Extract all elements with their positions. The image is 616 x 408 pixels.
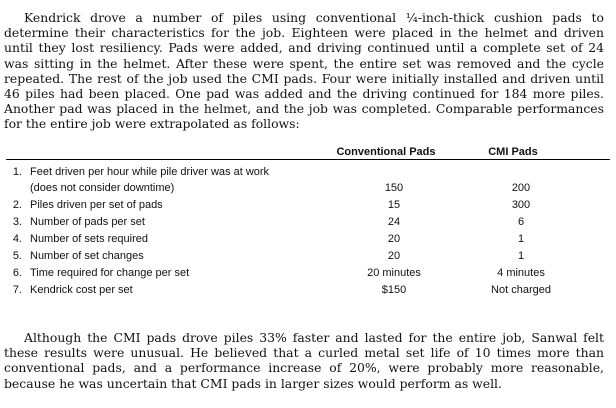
table-row (0, 230, 616, 247)
row-number: 1. (12, 166, 22, 178)
header-conventional-pads: Conventional Pads (336, 146, 436, 158)
closing-paragraph: Although the CMI pads drove piles 33% faster and lasted for the entire job, Sanwal felt these results were unusual. He believed that a curled metal set life of 10 times more than conventional pads, and a performance increase of 20%, were probably more reasonable, because he was uncertain that CMI pads in larger sizes would perform as well. (4, 330, 604, 391)
table-row (0, 281, 616, 298)
row-number: 7. (12, 284, 22, 296)
conventional-value: 150 (384, 182, 404, 194)
cmi-value: 1 (517, 250, 525, 262)
row-label: Kendrick cost per set (30, 284, 133, 296)
conventional-value: 15 (387, 199, 401, 211)
header-rule (6, 159, 610, 160)
row-sublabel-text: (does not consider downtime) (30, 182, 175, 194)
conventional-value: 20 minutes (367, 267, 421, 279)
row-label (22, 164, 330, 196)
row-label: Time required for change per set (30, 267, 190, 279)
row-number: 3. (12, 216, 22, 228)
row-label: Number of set changes (30, 250, 144, 262)
cmi-value: 300 (511, 199, 531, 211)
table-row (0, 264, 616, 281)
row-label: Number of sets required (30, 233, 148, 245)
comparison-table (0, 140, 616, 296)
row-label-text: Feet driven per hour while pile driver was at work (30, 166, 270, 178)
conventional-value: 20 (387, 233, 401, 245)
cmi-value: 200 (511, 182, 531, 194)
table-row (0, 213, 616, 230)
cmi-value: 1 (517, 233, 525, 245)
row-number: 2. (12, 199, 22, 211)
table-body (0, 164, 616, 298)
row-number: 5. (12, 250, 22, 262)
table-header (0, 140, 616, 158)
cmi-value: Not charged (491, 284, 551, 296)
intro-paragraph: Kendrick drove a number of piles using conventional ¼-inch-thick cushion pads to determine their characteristics for the job. Eighteen were placed in the helmet and driven until they lost resiliency. Pads were added, and driving continued until a complete set of 24 was sitting in the helmet. After these were spent, the entire set was removed and the cycle repeated. The rest of the job used the CMI pads. Four were initially installed and driven until 46 piles had been placed. One pad was added and the driving continued for 184 more piles. Another pad was placed in the helmet, and the job was completed. Comparable performances for the entire job were extrapolated as follows: (4, 10, 604, 132)
header-cmi-pads: CMI Pads (488, 146, 538, 158)
row-number: 6. (12, 267, 22, 279)
conventional-value: 20 (387, 250, 401, 262)
conventional-value: 24 (387, 216, 401, 228)
row-label: Number of pads per set (30, 216, 145, 228)
table-row (0, 196, 616, 213)
row-number: 4. (12, 233, 22, 245)
cmi-value: 4 minutes (497, 267, 545, 279)
cmi-value: 6 (517, 216, 525, 228)
row-label: Piles driven per set of pads (30, 199, 163, 211)
table-row (0, 247, 616, 264)
table-row (0, 164, 616, 196)
conventional-value: $150 (381, 284, 407, 296)
